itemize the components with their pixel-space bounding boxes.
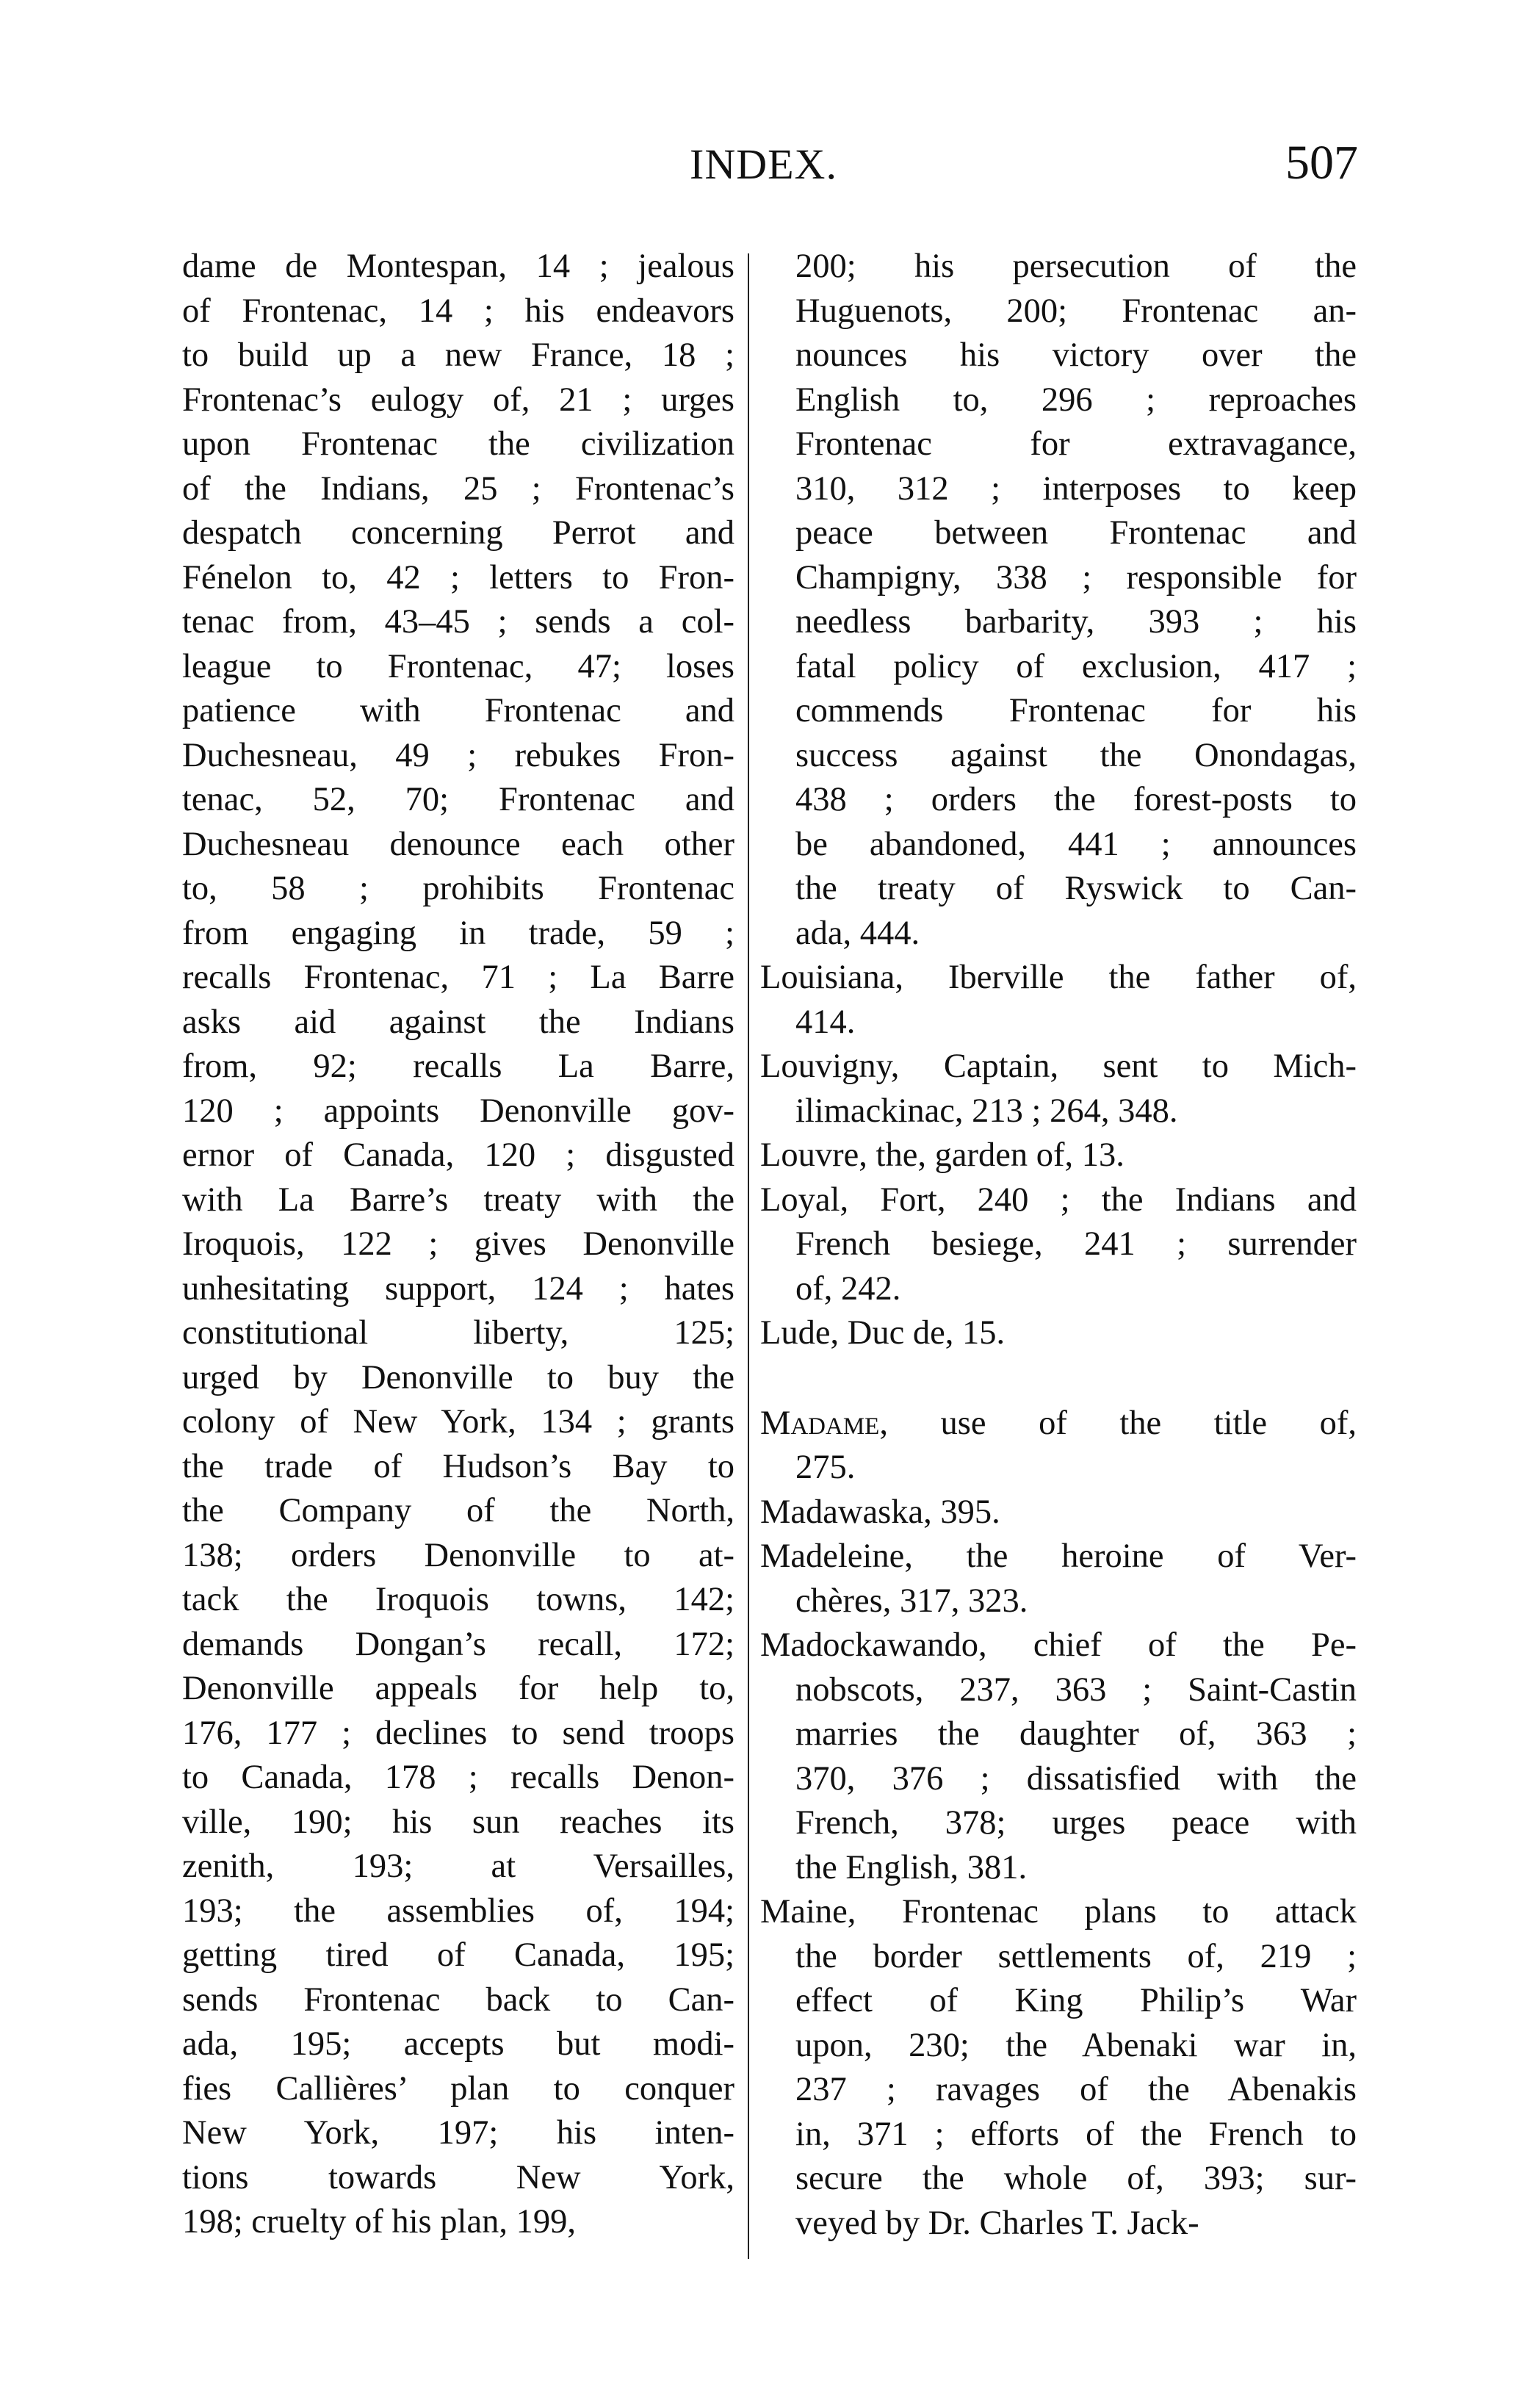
index-line: the Company of the North, xyxy=(182,1492,734,1529)
index-line: Louvre, the, garden of, 13. xyxy=(760,1136,1125,1174)
index-line: zenith, 193; at Versailles, xyxy=(182,1848,734,1885)
index-line: unhesitating support, 124 ; hates xyxy=(182,1269,734,1308)
index-line: of Frontenac, 14 ; his endeavors xyxy=(182,292,734,330)
index-line: to, 58 ; prohibits Frontenac xyxy=(182,870,734,907)
index-line: French, 378; urges peace with xyxy=(795,1804,1357,1842)
index-line: the trade of Hudson’s Bay to xyxy=(182,1447,734,1485)
index-line: English to, 296 ; reproaches xyxy=(795,381,1357,419)
index-line: sends Frontenac back to Can- xyxy=(182,1980,734,2019)
continuation-block xyxy=(760,245,1357,956)
index-line: commends Frontenac for his xyxy=(795,692,1357,729)
entry-text: use of the title of, xyxy=(940,1404,1357,1442)
index-line: despatch concerning Perrot and xyxy=(182,514,734,552)
index-line: ada, 444. xyxy=(795,914,920,952)
index-line: upon Frontenac the civilization xyxy=(182,425,734,463)
index-entry xyxy=(760,1133,1357,1178)
entry-line: 275. xyxy=(795,1449,856,1486)
index-entries-l xyxy=(760,956,1357,1356)
index-line: to Canada, 178 ; recalls Denon- xyxy=(182,1759,734,1796)
index-line: Fénelon to, 42 ; letters to Fron- xyxy=(182,558,734,596)
index-line: from, 92; recalls La Barre, xyxy=(182,1048,734,1085)
index-line: ernor of Canada, 120 ; disgusted xyxy=(182,1136,734,1174)
entry-headword: Madame, xyxy=(760,1404,888,1442)
index-line: Madeleine, the heroine of Ver- xyxy=(760,1538,1357,1575)
index-line: the border settlements of, 219 ; xyxy=(795,1937,1357,1975)
index-line: 193; the assemblies of, 194; xyxy=(182,1892,734,1930)
index-line: Frontenac’s eulogy of, 21 ; urges xyxy=(182,381,734,419)
index-line: the English, 381. xyxy=(795,1848,1028,1886)
index-line: asks aid against the Indians xyxy=(182,1003,734,1041)
index-line: tenac from, 43–45 ; sends a col- xyxy=(182,603,734,641)
index-column-left xyxy=(182,245,734,2245)
index-line: Lude, Duc de, 15. xyxy=(760,1314,1006,1352)
index-entry xyxy=(760,1045,1357,1133)
index-entry xyxy=(760,1178,1357,1312)
index-line: 237 ; ravages of the Abenakis xyxy=(795,2071,1357,2108)
index-line: getting tired of Canada, 195; xyxy=(182,1936,734,1974)
index-line: to build up a new France, 18 ; xyxy=(182,336,734,374)
index-line: recalls Frontenac, 71 ; La Barre xyxy=(182,959,734,996)
index-entry xyxy=(760,1490,1357,1535)
page-title: INDEX. xyxy=(690,140,837,188)
index-line: Frontenac for extravagance, xyxy=(795,425,1357,463)
index-line: dame de Montespan, 14 ; jealous xyxy=(182,248,734,285)
index-line: Iroquois, 122 ; gives Denonville xyxy=(182,1225,734,1263)
index-line: 438 ; orders the forest-posts to xyxy=(795,781,1357,818)
index-line: 200; his persecution of the xyxy=(795,248,1357,285)
index-line: Champigny, 338 ; responsible for xyxy=(795,558,1357,596)
index-entry xyxy=(760,1890,1357,2246)
index-line: with La Barre’s treaty with the xyxy=(182,1180,734,1219)
index-entry-madame xyxy=(760,1402,1357,1490)
index-line: of, 242. xyxy=(795,1269,901,1308)
index-line: of the Indians, 25 ; Frontenac’s xyxy=(182,469,734,508)
letter-gap xyxy=(760,1356,1357,1402)
index-line: secure the whole of, 393; sur- xyxy=(795,2160,1357,2197)
index-line: 138; orders Denonville to at- xyxy=(182,1536,734,1574)
index-line: Maine, Frontenac plans to attack xyxy=(760,1893,1357,1931)
index-line: ilimackinac, 213 ; 264, 348. xyxy=(795,1092,1178,1130)
index-line: nobscots, 237, 363 ; Saint-Castin xyxy=(795,1670,1357,1709)
index-line: tenac, 52, 70; Frontenac and xyxy=(182,781,734,818)
index-entry xyxy=(760,1311,1357,1356)
index-line: New York, 197; his inten- xyxy=(182,2114,734,2152)
index-line: Madawaska, 395. xyxy=(760,1493,1000,1531)
index-entry xyxy=(760,956,1357,1045)
index-line: needless barbarity, 393 ; his xyxy=(795,603,1357,641)
index-line: be abandoned, 441 ; announces xyxy=(795,825,1357,863)
index-line: fatal policy of exclusion, 417 ; xyxy=(795,647,1357,685)
index-entries-m xyxy=(760,1490,1357,2246)
index-line: Huguenots, 200; Frontenac an- xyxy=(795,292,1357,330)
index-line: nounces his victory over the xyxy=(795,336,1357,374)
page-number: 507 xyxy=(1285,136,1358,190)
index-line: demands Dongan’s recall, 172; xyxy=(182,1625,734,1663)
index-line: fies Callières’ plan to conquer xyxy=(182,2069,734,2108)
index-entry xyxy=(760,1623,1357,1890)
index-line: Denonville appeals for help to, xyxy=(182,1670,734,1707)
index-line: 120 ; appoints Denonville gov- xyxy=(182,1092,734,1130)
index-line: Louvigny, Captain, sent to Mich- xyxy=(760,1048,1357,1085)
index-line: Loyal, Fort, 240 ; the Indians and xyxy=(760,1180,1357,1219)
index-line: 198; cruelty of his plan, 199, xyxy=(182,2203,576,2241)
index-line: upon, 230; the Abenaki war in, xyxy=(795,2026,1357,2064)
index-line: colony of New York, 134 ; grants xyxy=(182,1403,734,1441)
index-line: peace between Frontenac and xyxy=(795,514,1357,552)
index-line: 370, 376 ; dissatisfied with the xyxy=(795,1759,1357,1798)
index-line: success against the Onondagas, xyxy=(795,736,1357,774)
index-line: tack the Iroquois towns, 142; xyxy=(182,1581,734,1618)
index-line: 310, 312 ; interposes to keep xyxy=(795,469,1357,508)
index-entry xyxy=(760,1535,1357,1623)
index-line: Louisiana, Iberville the father of, xyxy=(760,959,1357,996)
index-line: constitutional liberty, 125; xyxy=(182,1314,734,1352)
index-line: the treaty of Ryswick to Can- xyxy=(795,870,1357,907)
index-line: ada, 195; accepts but modi- xyxy=(182,2025,734,2063)
index-line: veyed by Dr. Charles T. Jack- xyxy=(795,2204,1199,2242)
index-line: urged by Denonville to buy the xyxy=(182,1358,734,1396)
column-divider xyxy=(748,253,749,2259)
entry-line xyxy=(760,1402,1357,1446)
index-line: 414. xyxy=(795,1003,856,1041)
index-line: from engaging in trade, 59 ; xyxy=(182,914,734,952)
index-line: chères, 317, 323. xyxy=(795,1582,1028,1620)
running-head xyxy=(0,136,1527,206)
index-line: Madockawando, chief of the Pe- xyxy=(760,1626,1357,1664)
index-line: tions towards New York, xyxy=(182,2158,734,2196)
index-line: patience with Frontenac and xyxy=(182,692,734,729)
index-line: French besiege, 241 ; surrender xyxy=(795,1225,1357,1263)
index-line: league to Frontenac, 47; loses xyxy=(182,647,734,685)
index-line: Duchesneau, 49 ; rebukes Fron- xyxy=(182,736,734,774)
index-line: effect of King Philip’s War xyxy=(795,1982,1357,2019)
index-line: ville, 190; his sun reaches its xyxy=(182,1803,734,1841)
index-line: Duchesneau denounce each other xyxy=(182,825,734,863)
index-line: 176, 177 ; declines to send troops xyxy=(182,1714,734,1752)
index-line: marries the daughter of, 363 ; xyxy=(795,1715,1357,1753)
index-column-right xyxy=(760,245,1357,2246)
index-line: in, 371 ; efforts of the French to xyxy=(795,2115,1357,2153)
